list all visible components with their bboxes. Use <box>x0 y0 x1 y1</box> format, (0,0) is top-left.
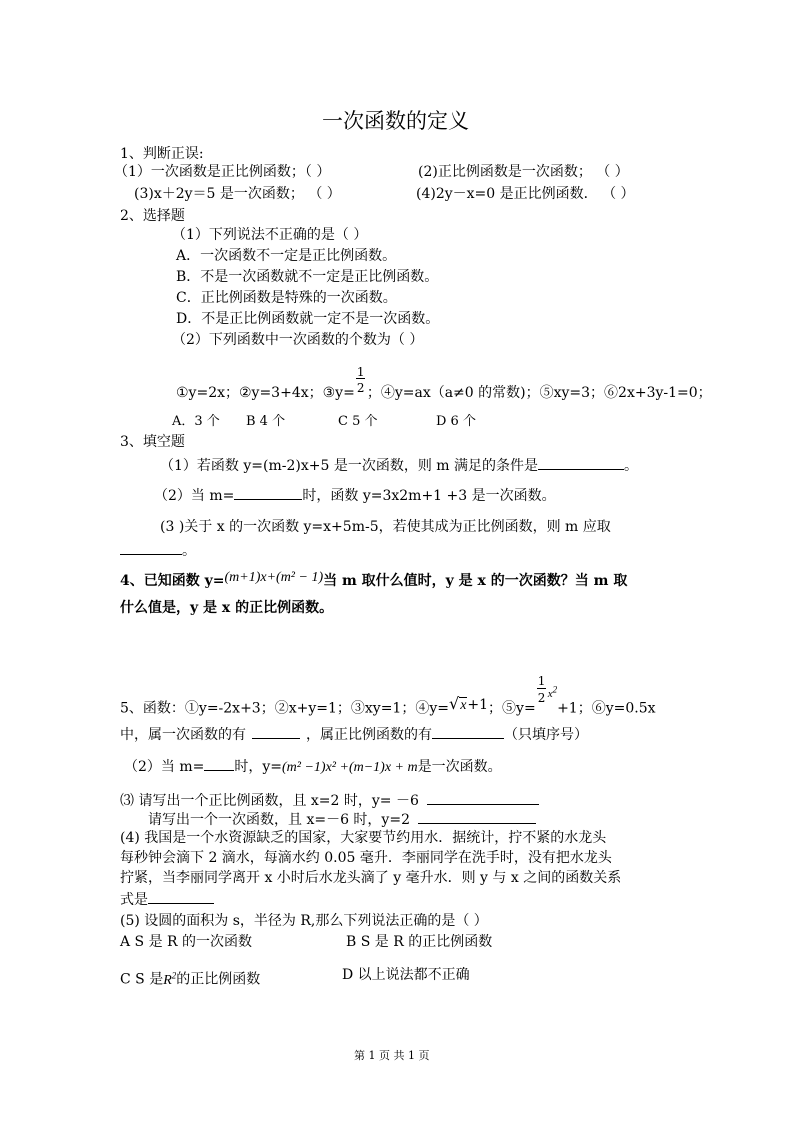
q2-sub2-option-c: C 5 个 <box>338 414 378 429</box>
q5-intro-part1: 5、函数：①y=-2x+3；②x+y=1；③xy=1；④y= <box>120 700 449 717</box>
q5-part5-option-c <box>120 966 260 990</box>
q5-part2-text-c: 是一次函数。 <box>417 759 502 775</box>
q5-part4-line1: (4) 我国是一个水资源缺乏的国家，大家要节约用水．据统计，拧不紧的水龙头 <box>120 830 607 846</box>
q4-formula: (m+1)x+(m² − 1) <box>224 570 324 585</box>
q5-part5-option-b: B S 是 R 的正比例函数 <box>346 934 493 950</box>
q5-part3-answer-blank-2[interactable] <box>418 809 536 824</box>
q2-sub2-option-d: D 6 个 <box>436 414 476 429</box>
q2-sub2-option-b: B 4 个 <box>246 414 286 429</box>
q5-line2-text-c: （只填序号） <box>504 727 588 743</box>
q2-fraction-denominator: 2 <box>356 381 365 395</box>
q5-part2-formula: (m² −1)x² +(m−1)x + m <box>282 760 418 775</box>
q5-line2-text-b: ，属正比例函数的有 <box>306 727 432 743</box>
q5-part4-line4 <box>120 889 214 909</box>
q5-part2-text-a: （2）当 m= <box>124 759 205 775</box>
q5-part5-option-c-text-a: C S 是 <box>120 971 164 988</box>
q5-part5-r-exponent: 2 <box>171 970 177 980</box>
q2-fraction <box>355 365 367 395</box>
q3-sub3-line1: (3 )关于 x 的一次函数 y=x+5m-5，若使其成为正比例函数，则 m 应取 <box>160 519 611 535</box>
q5-part3-text-b: 请写出一个一次函数，且 x=－6 时，y=2 <box>148 812 410 828</box>
q5-sqrt: √x+1 <box>448 693 489 713</box>
q5-part3-answer-blank-1[interactable] <box>427 790 539 805</box>
q5-fraction-denominator: 2 <box>537 690 546 705</box>
q2-sub2-option-a: A．3 个 <box>172 414 220 429</box>
q1-item-4: (4)2y－x=0 是正比例函数． （ ） <box>416 186 635 202</box>
q5-part4-answer-blank[interactable] <box>148 889 214 904</box>
q5-part5-r-squared <box>163 970 177 988</box>
q2-sub2-stem: （2）下列函数中一次函数的个数为（ ） <box>172 332 424 348</box>
q5-fraction <box>536 673 548 705</box>
q5-part3-line1 <box>120 790 539 810</box>
q1-item-2: (2)正比例函数是一次函数； （ ） <box>418 164 629 180</box>
q5-part4-line2: 每秒钟会滴下 2 滴水，每滴水约 0.05 毫升．李丽同学在洗手时，没有把水龙头 <box>120 850 612 866</box>
page-footer: 第 1 页 共 1 页 <box>354 1049 430 1062</box>
q5-part3-line2 <box>148 809 536 829</box>
q3-sub2-text-b: 时，函数 y=3x2m+1 +3 是一次函数。 <box>302 488 556 504</box>
q2-sub1-option-d: D．不是正比例函数就一定不是一次函数。 <box>176 311 440 327</box>
q5-part5-option-c-text-b: 的正比例函数 <box>176 971 261 988</box>
q3-sub1 <box>160 455 638 475</box>
q3-sub3-answer-blank[interactable] <box>120 540 182 555</box>
q5-part5-option-d: D 以上说法都不正确 <box>342 967 470 983</box>
q5-part3-text-a: ⑶ 请写出一个正比例函数，且 x=2 时，y= －6 <box>120 793 419 809</box>
q2-sub1-option-a: A．一次函数不一定是正比例函数。 <box>176 248 397 264</box>
q1-item-3: (3)x＋2y＝5 是一次函数； （ ） <box>134 186 341 202</box>
q3-sub3-line2 <box>120 540 196 560</box>
q5-part5-stem: (5) 设圆的面积为 s，半径为 R,那么下列说法正确的是（ ） <box>120 913 488 929</box>
q5-part4-text: 式是 <box>120 892 148 908</box>
q2-functions-part2: ；④y=ax（a≠0 的常数)；⑤xy=3；⑥2x+3y-1=0； <box>366 385 712 401</box>
q4-tail: 当 m 取什么值时，y 是 x 的一次函数？当 m 取 <box>323 573 628 589</box>
q5-proportional-answer-blank[interactable] <box>432 724 504 739</box>
q5-linear-answer-blank[interactable] <box>252 724 300 739</box>
q5-part5-option-a: A S 是 R 的一次函数 <box>120 934 253 950</box>
q3-sub2-answer-blank[interactable] <box>234 485 302 500</box>
q3-sub1-answer-blank[interactable] <box>538 455 624 470</box>
q2-sub2-functions <box>176 365 712 402</box>
q3-heading: 3、填空题 <box>120 434 185 450</box>
q2-functions-part1: ①y=2x；②y=3+4x；③y= <box>176 385 355 401</box>
q5-sqrt-radicand: x <box>460 697 467 713</box>
q4-line1 <box>120 572 627 591</box>
q4-lead: 4、已知函数 y= <box>120 573 225 589</box>
q5-part2-answer-blank[interactable] <box>204 756 234 771</box>
q5-intro-part3: +1；⑥y=0.5x <box>557 700 656 717</box>
q3-sub2-text-a: （2）当 m= <box>154 488 235 504</box>
q5-line2-text-a: 中，属一次函数的有 <box>120 727 246 743</box>
q5-part2-text-b: 时，y= <box>234 759 283 775</box>
q2-sub1-option-b: B．不是一次函数就不一定是正比例函数。 <box>176 269 439 285</box>
q3-sub2 <box>154 485 556 505</box>
q2-sub1-option-c: C．正比例函数是特殊的一次函数。 <box>176 290 397 306</box>
q2-sub1-stem: （1）下列说法不正确的是（ ） <box>172 227 368 243</box>
q4-line2: 什么值是，y 是 x 的正比例函数。 <box>120 600 334 616</box>
q5-x: x <box>547 687 553 700</box>
q5-line2 <box>120 724 588 744</box>
q2-heading: 2、选择题 <box>120 208 185 224</box>
q5-part5-r: R <box>163 972 172 988</box>
q3-sub1-text: （1）若函数 y=(m-2)x+5 是一次函数，则 m 满足的条件是 <box>160 458 538 474</box>
q3-sub1-period: 。 <box>624 458 638 474</box>
page-title: 一次函数的定义 <box>322 109 469 133</box>
q5-part2 <box>124 756 502 777</box>
q5-sqrt-tail: +1 <box>467 696 489 713</box>
q5-intro <box>120 673 656 719</box>
q5-intro-part2: ；⑤y= <box>488 700 536 717</box>
q5-part4-line3: 拧紧，当李丽同学离开 x 小时后水龙头滴了 y 毫升水．则 y 与 x 之间的函数关系 <box>120 870 622 886</box>
q1-item-1: （1）一次函数是正比例函数；（ ） <box>114 164 331 180</box>
q1-heading: 1、判断正误: <box>120 146 204 162</box>
q3-sub3-period: 。 <box>182 543 196 559</box>
q5-x-squared <box>547 684 558 700</box>
q5-x-exponent: 2 <box>552 684 558 694</box>
q2-fraction-numerator: 1 <box>356 365 365 379</box>
q5-fraction-numerator: 1 <box>537 673 546 688</box>
